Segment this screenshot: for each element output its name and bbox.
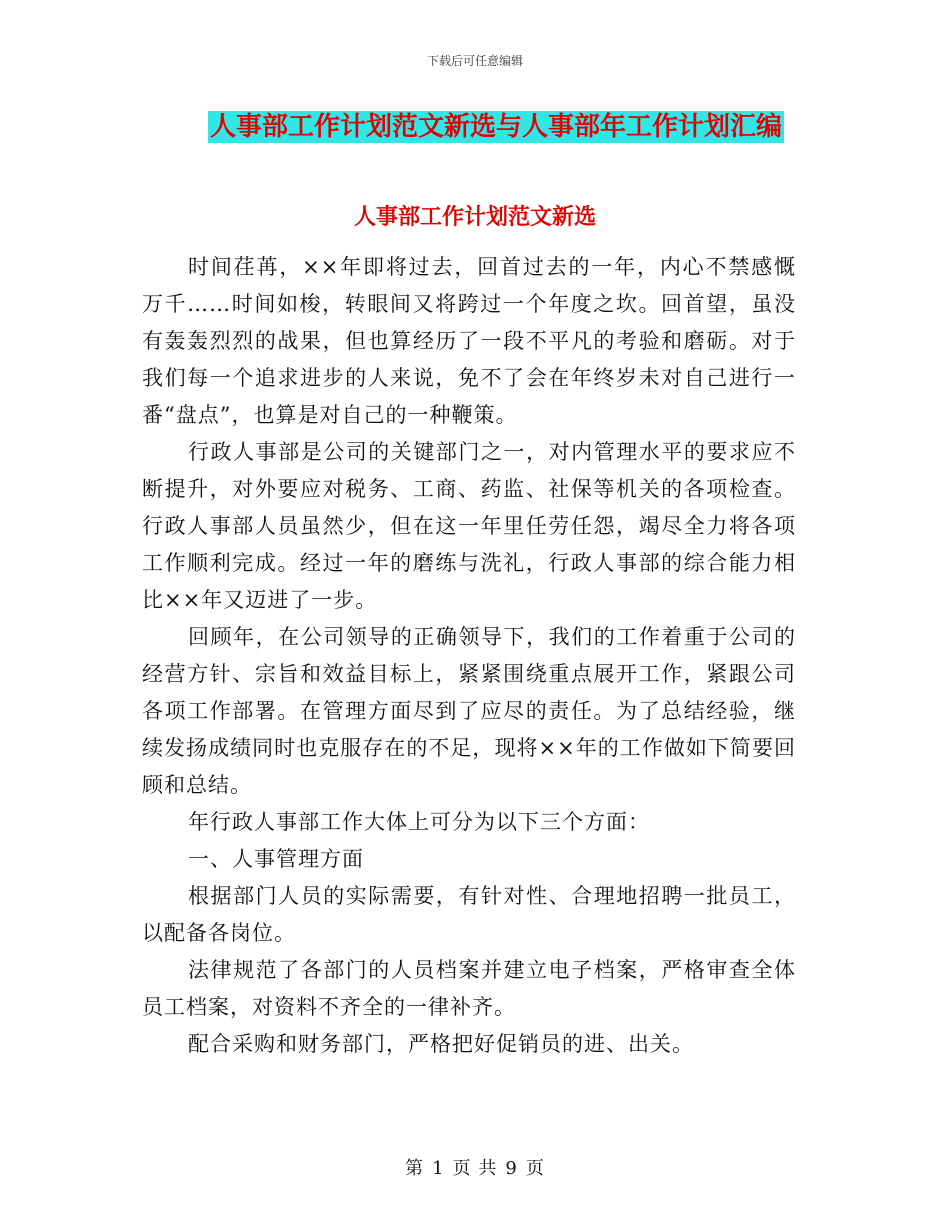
- page-label-prefix: 第: [405, 1158, 425, 1179]
- document-body: [142, 219, 796, 1063]
- section-heading: 一、人事管理方面: [188, 847, 364, 871]
- main-title: 人事部工作计划范文新选与人事部年工作计划汇编: [210, 112, 783, 142]
- paragraph: 行政人事部是公司的关键部门之一，对内管理水平的要求应不断提升，对外要应对税务、工商、药监、社保等机关的各项检查。行政人事部人员虽然少，但在这一年里任劳任怨，竭尽全力将各项工作顺利完成。经过一年的磨练与洗礼，行政人事部的综合能力相比××年又迈进了一步。: [142, 440, 796, 612]
- page-total: 9: [505, 1158, 518, 1179]
- main-title-container: [208, 111, 784, 143]
- page-current: 1: [432, 1158, 445, 1179]
- page-label-middle: 页 共: [452, 1158, 498, 1179]
- paragraph: 根据部门人员的实际需要，有针对性、合理地招聘一批员工，以配备各岗位。: [142, 884, 796, 945]
- sub-title: 人事部工作计划范文新选: [353, 204, 596, 230]
- paragraph: 时间荏苒，××年即将过去，回首过去的一年，内心不禁感慨万千……时间如梭，转眼间又将跨过一个年度之坎。回首望，虽没有轰轰烈烈的战果，但也算经历了一段不平凡的考验和磨砺。对于我们每一个追求进步的人来说，免不了会在年终岁未对自己进行一番“盘点”，也算是对自己的一种鞭策。: [142, 255, 796, 427]
- paragraph: 配合采购和财务部门，严格把好促销员的进、出关。: [188, 1032, 694, 1056]
- page-footer: [0, 1154, 950, 1180]
- header-note: 下载后可任意编辑: [426, 54, 523, 68]
- paragraph: 回顾年，在公司领导的正确领导下，我们的工作着重于公司的经营方针、宗旨和效益目标上，紧紧围绕重点展开工作，紧跟公司各项工作部署。在管理方面尽到了应尽的责任。为了总结经验，继续发扬成绩同时也克服存在的不足，现将××年的工作做如下简要回顾和总结。: [142, 625, 796, 797]
- paragraph: 年行政人事部工作大体上可分为以下三个方面：: [188, 810, 650, 834]
- page-label-suffix: 页: [525, 1158, 545, 1179]
- paragraph: 法律规范了各部门的人员档案并建立电子档案，严格审查全体员工档案，对资料不齐全的一律补齐。: [142, 958, 796, 1019]
